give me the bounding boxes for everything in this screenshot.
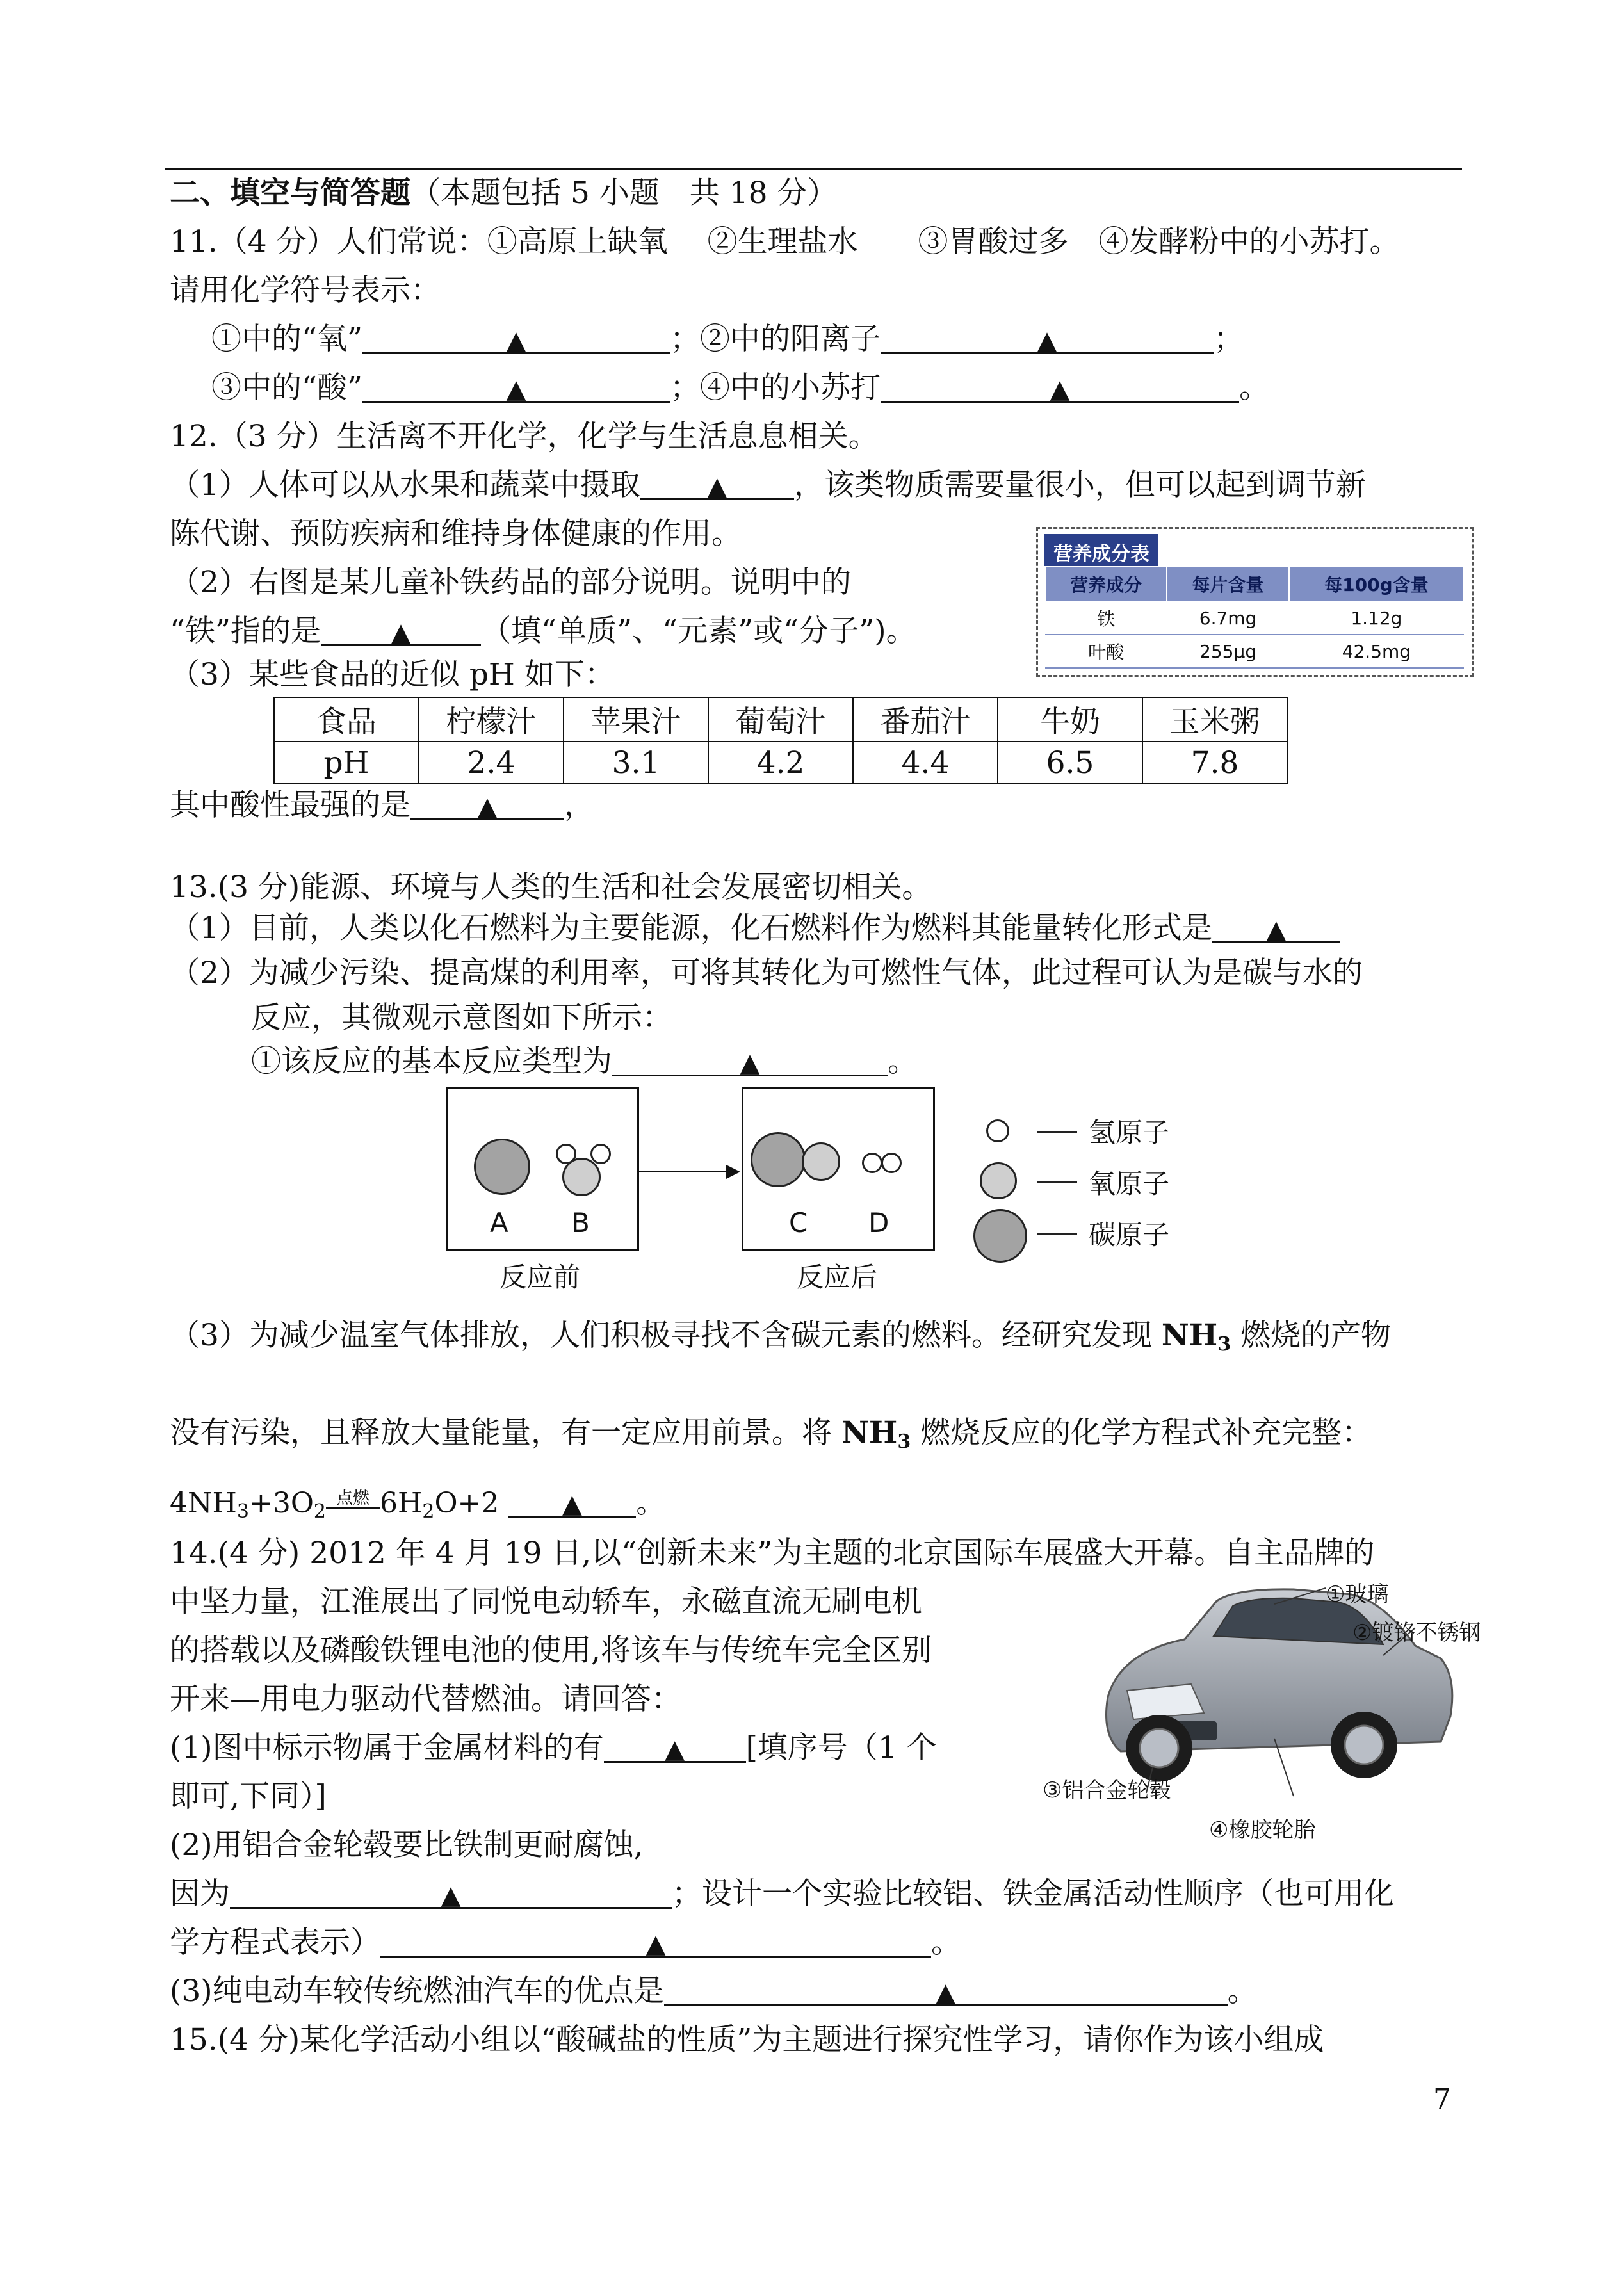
q14-line2: 中坚力量，江淮展出了同悦电动轿车，永磁直流无刷电机 (170, 1584, 922, 1619)
car-label-glass: ①玻璃 (1326, 1582, 1389, 1607)
carbon-atom (751, 1132, 806, 1187)
q12-part2-cont: “铁”指的是 ▲ （填“单质”、“元素”或“分子”)。 (170, 613, 916, 649)
section-header: 二、填空与简答题（本题包括 5 小题 共 18 分） (170, 175, 838, 211)
legend-dash (1037, 1181, 1077, 1183)
q14-blank-4[interactable]: ▲ (664, 1972, 1228, 2006)
q15-stem: 15.(4 分)某化学活动小组以“酸碱盐的性质”为主题进行探究性学习，请你作为该小组成 (170, 2022, 1324, 2057)
nutrition-header: 每100g含量 (1289, 567, 1464, 601)
legend-carbon-icon (973, 1209, 1027, 1263)
top-rule (165, 168, 1462, 170)
q13-stem: 13.(3 分)能源、环境与人类的生活和社会发展密切相关。 (170, 870, 932, 905)
nutrition-facts-card (1036, 527, 1474, 677)
before-caption: 反应前 (499, 1261, 581, 1293)
label-a: A (490, 1207, 508, 1238)
q12-blank-3[interactable]: ▲ (410, 786, 564, 820)
q11-blank-2[interactable]: ▲ (881, 320, 1214, 354)
q11-line3: ①中的“氧” ▲ ；②中的阳离子 ▲ ； (211, 321, 1244, 357)
q12-part3-end: 其中酸性最强的是 ▲ ， (170, 788, 594, 823)
q14-blank-3[interactable]: ▲ (380, 1924, 931, 1958)
q12-part2: （2）右图是某儿童补铁药品的部分说明。说明中的 (170, 565, 851, 600)
legend-dash (1037, 1233, 1077, 1235)
q14-blank-1[interactable]: ▲ (604, 1729, 746, 1763)
oxygen-atom (562, 1158, 601, 1196)
nutrition-header: 每片含量 (1167, 567, 1288, 601)
q11-blank-1[interactable]: ▲ (362, 320, 670, 354)
table-row: 食品 柠檬汁 苹果汁 葡萄汁 番茄汁 牛奶 玉米粥 (274, 697, 1287, 742)
q11-stem: 11.（4 分）人们常说：①高原上缺氧 ②生理盐水 ③胃酸过多 ④发酵粉中的小苏打。 (170, 224, 1400, 259)
hydrogen-atom (590, 1144, 611, 1164)
reaction-condition: 点燃 (326, 1489, 380, 1509)
q11-line4: ③中的“酸” ▲ ；④中的小苏打 ▲ 。 (211, 370, 1270, 405)
arrow-line (638, 1171, 730, 1172)
q14-stem: 14.(4 分) 2012 年 4 月 19 日,以“创新未来”为主题的北京国际车展盛大开幕。自主品牌的 (170, 1536, 1375, 1571)
q14-line3: 的搭载以及磷酸铁锂电池的使用,将该车与传统车完全区别 (170, 1633, 932, 1668)
carbon-atom (474, 1139, 530, 1195)
legend-hydrogen: 氢原子 (1089, 1117, 1170, 1148)
oxygen-atom (802, 1142, 840, 1181)
q12-part3: （3）某些食品的近似 pH 如下： (170, 657, 615, 692)
after-caption: 反应后 (797, 1261, 878, 1293)
q11-blank-3[interactable]: ▲ (362, 369, 670, 403)
q13-blank-3[interactable]: ▲ (508, 1484, 636, 1518)
q13-blank-2[interactable]: ▲ (612, 1042, 888, 1076)
ph-table (273, 697, 1288, 784)
car-label-tire: ④橡胶轮胎 (1209, 1817, 1316, 1843)
q14-part2-cont: 因为 ▲ ；设计一个实验比较铝、铁金属活动性顺序（也可用化 (170, 1876, 1394, 1911)
hydrogen-atom (862, 1153, 882, 1173)
table-row: pH 2.4 3.1 4.2 4.4 6.5 7.8 (274, 742, 1287, 784)
label-c: C (789, 1207, 808, 1238)
page-number: 7 (1433, 2083, 1451, 2116)
q13-part1: （1）目前，人类以化石燃料为主要能源，化石燃料作为燃料其能量转化形式是 ▲ (170, 909, 1340, 948)
nutrition-title: 营养成分表 (1044, 534, 1158, 570)
label-d: D (868, 1207, 889, 1238)
q14-part1-cont: 即可,下同）] (170, 1779, 327, 1814)
q12-blank-1[interactable]: ▲ (640, 466, 794, 500)
q14-part3: (3)纯电动车较传统燃油汽车的优点是 ▲ 。 (170, 1974, 1258, 2009)
legend-hydrogen-icon (986, 1119, 1009, 1142)
arrow-head-icon (726, 1165, 740, 1179)
legend-oxygen-icon (980, 1162, 1017, 1199)
car-label-steel: ②镀铬不锈钢 (1352, 1620, 1481, 1646)
q12-part1: （1）人体可以从水果和蔬菜中摄取 ▲ ，该类物质需要量很小，但可以起到调节新 (170, 467, 1366, 503)
table-row: 叶酸 255μg 42.5mg (1045, 635, 1464, 668)
q14-part2: (2)用铝合金轮毂要比铁制更耐腐蚀, (170, 1828, 644, 1863)
q13-blank-1[interactable]: ▲ (1212, 909, 1340, 943)
q14-part1: (1)图中标示物属于金属材料的有 ▲ [填序号（1 个 (170, 1730, 937, 1765)
q13-part3: （3）为减少温室气体排放，人们积极寻找不含碳元素的燃料。经研究发现 $NH_3$ 燃烧的产物 (170, 1318, 1392, 1356)
table-row: 铁 6.7mg 1.12g (1045, 601, 1464, 635)
q11-blank-4[interactable]: ▲ (881, 369, 1239, 403)
q13-equation: $4NH_3+3O_2$点燃 $6H_2O+2$ ▲ 。 (170, 1484, 664, 1531)
q14-blank-2[interactable]: ▲ (230, 1875, 672, 1909)
legend-dash (1037, 1131, 1077, 1133)
nutrition-table (1044, 566, 1465, 669)
q14-part2-end: 学方程式表示） ▲ 。 (170, 1925, 961, 1960)
hydrogen-atom (881, 1153, 902, 1173)
legend-carbon: 碳原子 (1089, 1219, 1170, 1251)
label-b: B (571, 1207, 590, 1238)
q12-stem: 12.（3 分）生活离不开化学，化学与生活息息相关。 (170, 419, 879, 454)
q14-line4: 开来—用电力驱动代替燃油。请回答： (170, 1682, 681, 1717)
q12-part1-cont: 陈代谢、预防疾病和维持身体健康的作用。 (170, 516, 742, 551)
nutrition-header: 营养成分 (1045, 567, 1167, 601)
q13-part2-q: ①该反应的基本反应类型为 ▲ 。 (251, 1044, 918, 1079)
q13-part2-cont: 反应，其微观示意图如下所示： (251, 1000, 672, 1035)
q11-ask: 请用化学符号表示： (170, 273, 441, 308)
q13-part2: （2）为减少污染、提高煤的利用率，可将其转化为可燃性气体，此过程可认为是碳与水的 (170, 955, 1363, 991)
car-label-wheel: ③铝合金轮毂 (1043, 1778, 1171, 1803)
q13-part3-cont: 没有污染，且释放大量能量，有一定应用前景。将 $NH_3$ 燃烧反应的化学方程式补充完整： (170, 1415, 1372, 1453)
q12-blank-2[interactable]: ▲ (321, 612, 481, 646)
legend-oxygen: 氧原子 (1089, 1168, 1170, 1199)
